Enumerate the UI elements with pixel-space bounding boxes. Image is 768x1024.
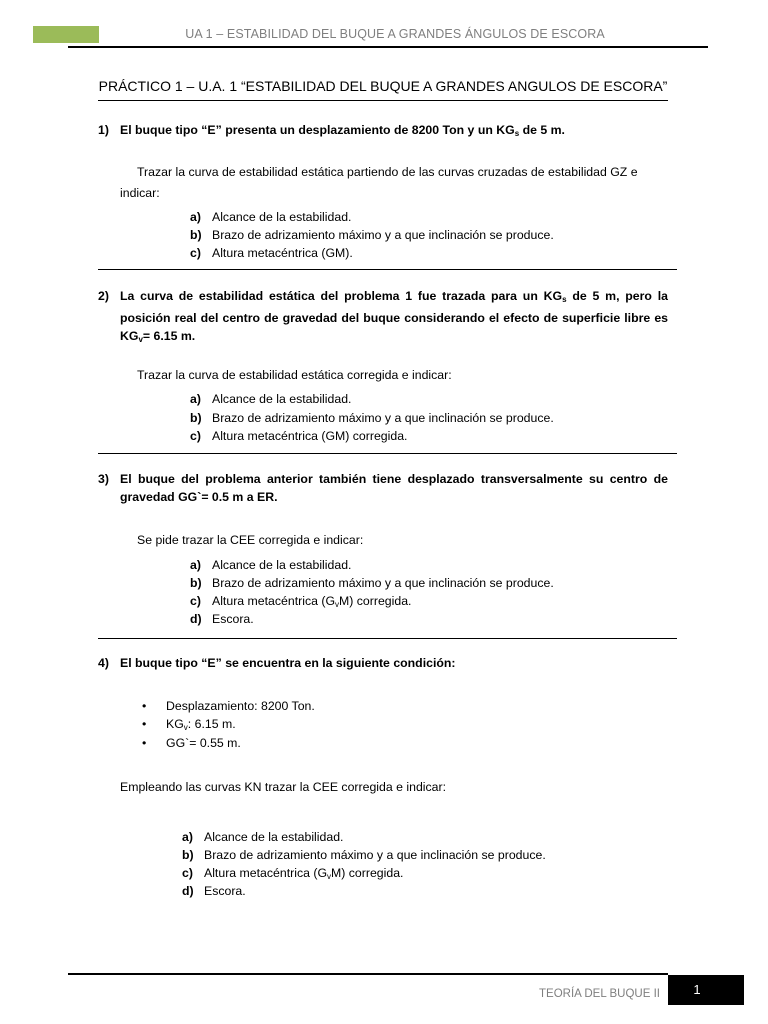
problem-4-bullet: • GG`= 0.55 m.: [142, 736, 241, 750]
separator-3: [98, 638, 677, 639]
page-title: PRÁCTICO 1 – U.A. 1 “ESTABILIDAD DEL BUQUE A GRANDES ANGULOS DE ESCORA”: [98, 78, 668, 94]
separator-2: [98, 453, 677, 454]
problem-3-statement: El buque del problema anterior también tiene desplazado transversalmente su centro de gravedad GG`= 0.5 m a ER.: [120, 472, 668, 504]
problem-2-option-a: a) Alcance de la estabilidad.: [190, 392, 352, 406]
problem-3-instruction: Se pide trazar la CEE corregida e indicar:: [137, 533, 364, 547]
problem-3-option-d: d) Escora.: [190, 612, 254, 626]
bullet-icon: •: [142, 699, 147, 713]
problem-3-option-a: a) Alcance de la estabilidad.: [190, 558, 352, 572]
problem-4-option-a: a) Alcance de la estabilidad.: [182, 830, 344, 844]
problem-4-number: 4): [98, 656, 109, 670]
problem-2-option-c: c) Altura metacéntrica (GM) corregida.: [190, 429, 408, 443]
footer-rule: [68, 973, 668, 975]
problem-4-option-d: d) Escora.: [182, 884, 246, 898]
bullet-icon: •: [142, 717, 147, 731]
problem-1-option-b: b) Brazo de adrizamiento máximo y a que inclinación se produce.: [190, 228, 554, 242]
problem-1-number: 1): [98, 123, 109, 137]
problem-2-instruction: Trazar la curva de estabilidad estática corregida e indicar:: [137, 368, 452, 382]
problem-3-option-c: c) Altura metacéntrica $(G_vM)$ corregida.: [190, 594, 412, 609]
problem-3-number: 3): [98, 472, 109, 486]
problem-3-option-b: b) Brazo de adrizamiento máximo y a que inclinación se produce.: [190, 576, 554, 590]
problem-4-bullet: • Desplazamiento: 8200 Ton.: [142, 699, 315, 713]
problem-4-option-b: b) Brazo de adrizamiento máximo y a que inclinación se produce.: [182, 848, 546, 862]
problem-4-option-c: c) Altura metacéntrica $(G_vM)$ corregida.: [182, 866, 404, 881]
separator-1: [98, 269, 677, 270]
bullet-icon: •: [142, 736, 147, 750]
header-tab: [33, 26, 99, 43]
running-footer: TEORÍA DEL BUQUE II: [539, 988, 660, 1000]
problem-4-bullet: • $KG_v$: 6.15 m.: [142, 717, 236, 732]
problem-1-option-c: c) Altura metacéntrica (GM).: [190, 246, 353, 260]
problem-1-statement: El buque tipo “E” presenta un desplazamiento de 8200 Ton y un $KG_s$ de 5 m.: [120, 123, 565, 138]
problem-1-option-a: a) Alcance de la estabilidad.: [190, 210, 352, 224]
problem-2-option-b: b) Brazo de adrizamiento máximo y a que inclinación se produce.: [190, 411, 554, 425]
header-rule: [68, 46, 708, 48]
problem-2-number: 2): [98, 289, 109, 303]
running-header: UA 1 – ESTABILIDAD DEL BUQUE A GRANDES ÁNGULOS DE ESCORA: [185, 27, 605, 41]
problem-2-statement: La curva de estabilidad estática del problema 1 fue trazada para un $KG_s$ de 5 m, pero la posición real del centro de gravedad del buque considerando el efecto de superficie libre es $KG_v= 6.15$ m.: [120, 289, 669, 344]
problem-1-instruction: Trazar la curva de estabilidad estática partiendo de las curvas cruzadas de estabilidad GZ e indicar:: [120, 165, 638, 200]
problem-4-instruction: Empleando las curvas KN trazar la CEE corregida e indicar:: [120, 780, 447, 794]
problem-4-statement: El buque tipo “E” se encuentra en la siguiente condición:: [120, 656, 456, 670]
page-number: 1: [693, 982, 701, 997]
title-underline: [98, 100, 668, 101]
